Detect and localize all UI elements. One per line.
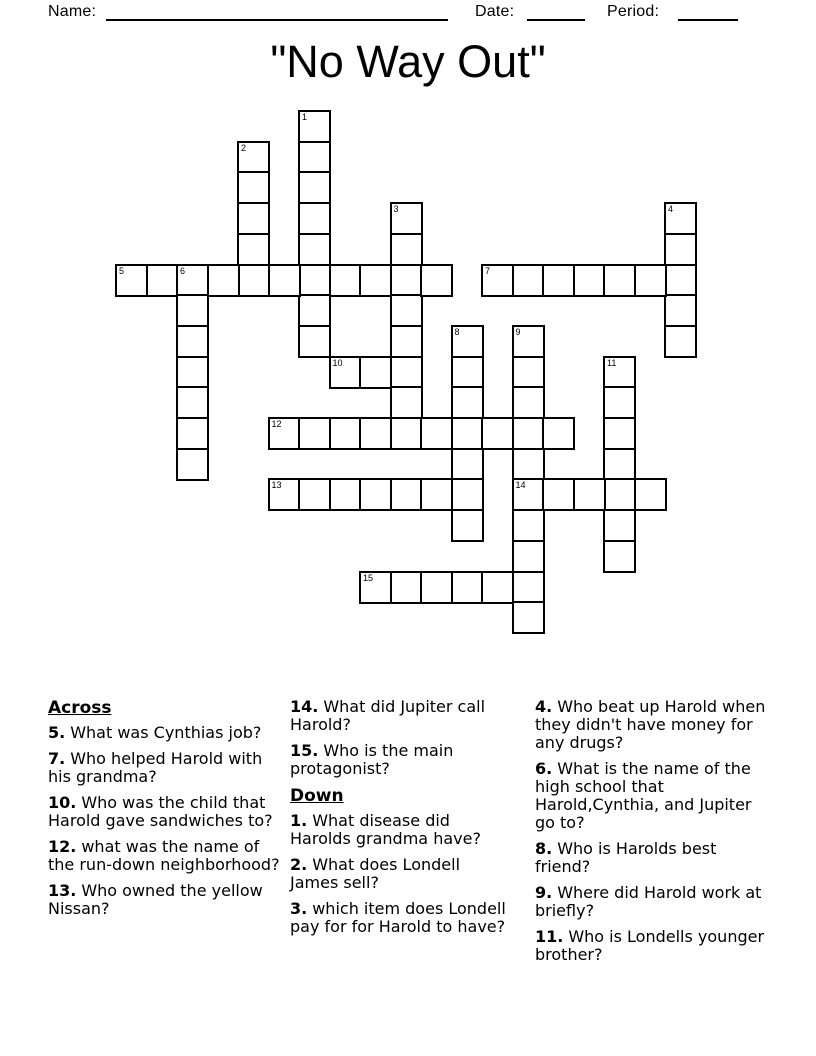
cell-number: 11 [607,357,617,368]
clue-number: 11. [535,927,564,946]
clue-item [48,750,286,786]
clue-item [48,794,286,830]
clue-text: Who was the child that Harold gave sandwiches to? [48,793,273,830]
grid-cell[interactable] [298,478,331,511]
cell-number: 7 [485,265,491,276]
cell-number: 6 [180,265,186,276]
grid-cell[interactable] [237,171,270,204]
grid-cell[interactable] [664,202,697,235]
grid-cell[interactable] [603,386,636,419]
grid-cell[interactable] [603,417,636,450]
grid-cell[interactable] [268,478,301,511]
grid-cell[interactable] [603,356,636,389]
clue-item [290,812,512,848]
grid-cell[interactable] [512,356,545,389]
clue-item [48,724,286,742]
grid-cell[interactable] [329,264,362,297]
clue-column [48,698,286,926]
grid-cell[interactable] [542,417,575,450]
clue-number: 6. [535,759,553,778]
period-blank-line[interactable] [678,1,738,21]
grid-cell[interactable] [451,386,484,419]
clue-number: 14. [290,697,319,716]
cell-number: 4 [668,204,674,215]
grid-cell[interactable] [420,264,453,297]
name-label: Name: [48,3,97,20]
grid-cell[interactable] [512,540,545,573]
grid-cell[interactable] [634,478,667,511]
cell-number: 3 [393,204,399,215]
period-label: Period: [607,3,660,20]
clue-text: Where did Harold work at briefly? [535,883,762,920]
grid-cell[interactable] [329,478,362,511]
clue-number: 2. [290,855,308,874]
grid-cell[interactable] [390,386,423,419]
cell-number: 1 [302,112,308,122]
grid-cell[interactable] [115,264,148,297]
grid-cell[interactable] [176,356,209,389]
grid-cell[interactable] [268,264,301,297]
clue-item [290,856,512,892]
grid-cell[interactable] [451,509,484,542]
grid-cell[interactable] [390,294,423,327]
grid-cell[interactable] [512,386,545,419]
clue-item [290,900,512,936]
grid-cell[interactable] [359,356,392,389]
grid-cell[interactable] [298,325,331,358]
cell-number: 12 [271,419,282,429]
grid-cell[interactable] [176,417,209,450]
grid-cell[interactable] [420,478,453,511]
cell-number: 14 [515,480,526,491]
clue-number: 5. [48,723,66,742]
grid-cell[interactable] [207,264,240,297]
clue-number: 10. [48,793,77,812]
grid-cell[interactable] [512,509,545,542]
clue-number: 7. [48,749,66,768]
grid-cell[interactable] [237,233,270,266]
grid-cell[interactable] [603,478,636,511]
grid-cell[interactable] [298,202,331,235]
grid-cell[interactable] [634,264,667,297]
grid-cell[interactable] [512,448,545,481]
grid-cell[interactable] [664,325,697,358]
grid-cell[interactable] [176,325,209,358]
grid-cell[interactable] [298,233,331,266]
grid-cell[interactable] [542,478,575,511]
grid-cell[interactable] [451,417,484,450]
grid-cell[interactable] [512,417,545,450]
grid-cell[interactable] [451,356,484,389]
grid-cell[interactable] [390,264,423,297]
clue-text: Who is the main protagonist? [290,741,454,778]
clue-text: Who owned the yellow Nissan? [48,881,263,918]
grid-cell[interactable] [603,448,636,481]
clue-item [48,882,286,918]
grid-cell[interactable] [390,417,423,450]
clue-number: 1. [290,811,308,830]
clue-item [290,698,512,734]
grid-cell[interactable] [512,325,545,358]
grid-cell[interactable] [451,571,484,604]
clue-text: Who is Harolds best friend? [535,839,717,876]
grid-cell[interactable] [603,509,636,542]
grid-cell[interactable] [390,571,423,604]
date-label: Date: [475,3,515,20]
grid-cell[interactable] [329,417,362,450]
cell-number: 10 [332,357,343,368]
grid-cell[interactable] [664,264,697,297]
grid-cell[interactable] [146,264,179,297]
cell-number: 5 [119,265,125,276]
grid-cell[interactable] [603,540,636,573]
clue-number: 12. [48,837,77,856]
grid-cell[interactable] [390,233,423,266]
grid-cell[interactable] [481,571,514,604]
clue-text: Who is Londells younger brother? [535,927,765,964]
grid-cell[interactable] [359,417,392,450]
grid-cell[interactable] [176,386,209,419]
clue-number: 13. [48,881,77,900]
clue-text: Who beat up Harold when they didn't have money for any drugs? [535,697,766,752]
grid-cell[interactable] [542,264,575,297]
clue-number: 9. [535,883,553,902]
grid-cell[interactable] [298,171,331,204]
grid-cell[interactable] [176,294,209,327]
grid-cell[interactable] [268,417,301,450]
grid-cell[interactable] [451,448,484,481]
grid-cell[interactable] [298,294,331,327]
grid-cell[interactable] [481,417,514,450]
grid-cell[interactable] [298,417,331,450]
grid-cell[interactable] [420,571,453,604]
clue-number: 3. [290,899,308,918]
grid-cell[interactable] [390,202,423,235]
grid-cell[interactable] [359,478,392,511]
grid-cell[interactable] [298,264,331,297]
grid-cell[interactable] [512,264,545,297]
clue-text: What was Cynthias job? [70,723,262,742]
clue-item [535,884,773,920]
cell-number: 8 [454,326,460,337]
grid-cell[interactable] [298,110,331,143]
clue-item [535,698,773,752]
grid-cell[interactable] [512,478,545,511]
clue-number: 4. [535,697,553,716]
clue-item [290,742,512,778]
grid-cell[interactable] [329,356,362,389]
cell-number: 2 [241,142,247,153]
clue-text: What did Jupiter call Harold? [290,697,486,734]
cell-number: 9 [515,326,521,337]
grid-cell[interactable] [390,325,423,358]
down-heading: Down [290,786,344,806]
grid-cell[interactable] [237,202,270,235]
across-heading: Across [48,698,112,718]
grid-cell[interactable] [512,571,545,604]
clue-text: which item does Londell pay for for Harold to have? [290,899,506,936]
grid-cell[interactable] [390,356,423,389]
name-blank-line[interactable] [106,1,448,21]
grid-cell[interactable] [176,448,209,481]
clue-text: what was the name of the run-down neighborhood? [48,837,280,874]
clue-text: What is the name of the high school that Harold,Cynthia, and Jupiter go to? [535,759,752,832]
grid-cell[interactable] [176,264,209,297]
clue-item [535,928,773,964]
clue-column [535,698,773,972]
grid-cell[interactable] [359,264,392,297]
grid-cell[interactable] [512,601,545,634]
clue-column [290,698,512,944]
grid-cell[interactable] [573,478,606,511]
grid-cell[interactable] [237,141,270,174]
clue-text: What disease did Harolds grandma have? [290,811,481,848]
grid-cell[interactable] [664,294,697,327]
clue-text: Who helped Harold with his grandma? [48,749,263,786]
grid-cell[interactable] [359,571,392,604]
clue-number: 8. [535,839,553,858]
grid-cell[interactable] [237,264,270,297]
clue-text: What does Londell James sell? [290,855,461,892]
cell-number: 15 [363,572,374,583]
clue-item [48,838,286,874]
cell-number: 13 [271,480,282,491]
clue-item [535,760,773,832]
grid-cell[interactable] [573,264,606,297]
grid-cell[interactable] [451,325,484,358]
grid-cell[interactable] [451,478,484,511]
grid-cell[interactable] [664,233,697,266]
grid-cell[interactable] [420,417,453,450]
date-blank-line[interactable] [527,1,585,21]
clue-item [535,840,773,876]
clue-number: 15. [290,741,319,760]
grid-cell[interactable] [390,478,423,511]
grid-cell[interactable] [298,141,331,174]
grid-cell[interactable] [481,264,514,297]
grid-cell[interactable] [603,264,636,297]
puzzle-title: "No Way Out" [270,36,546,87]
